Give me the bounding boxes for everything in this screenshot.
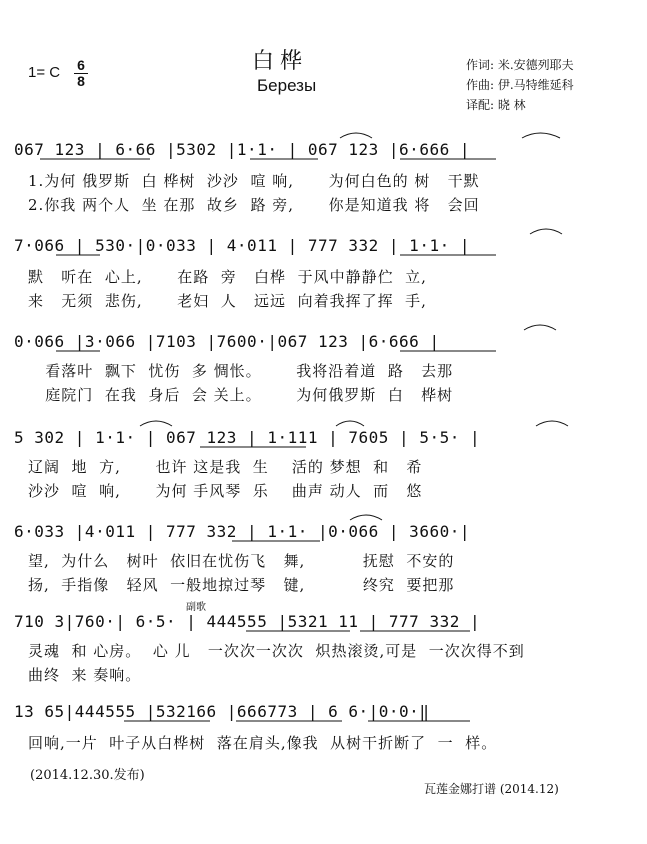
slur-mark — [536, 421, 568, 426]
lyric-line-2-verse-1: 默 听在 心上, 在路 旁 白桦 于风中静静伫 立, — [28, 268, 427, 286]
notation-line-1: 067 123 | 6·66 |5302 |1·1· | 067 123 |6·666 | — [14, 140, 470, 159]
slur-mark — [350, 515, 382, 520]
notation-line-7: 13 65|444555 |532166 |666773 | 6 6·|0·0·‖ — [14, 702, 430, 721]
lyric-line-6-verse-2: 曲终 来 奏响。 — [28, 666, 142, 684]
lyricist-credit: 作词: 米.安德列耶夫 — [466, 58, 574, 72]
notation-line-5: 6·033 |4·011 | 777 332 | 1·1· |0·066 | 3660·| — [14, 522, 470, 541]
slur-mark — [140, 421, 172, 426]
meter-denominator: 8 — [77, 73, 85, 89]
composer-credit: 作曲: 伊.马特维延科 — [466, 78, 574, 92]
notation-line-3: 0·066 |3·066 |7103 |7600·|067 123 |6·666 | — [14, 332, 440, 351]
lyric-line-1-verse-1: 1.为何 俄罗斯 白 桦树 沙沙 喧 响, 为何白色的 树 干默 — [28, 172, 480, 190]
notation-line-4: 5 302 | 1·1· | 067 123 | 1·111 | 7605 | 5·5· | — [14, 428, 481, 447]
lyric-line-5-verse-2: 扬, 手指像 轻风 一般地掠过琴 键, 终究 要把那 — [28, 576, 455, 594]
lyric-line-6-verse-1: 灵魂 和 心房。 心 儿 一次次一次次 炽热滚烫,可是 一次次得不到 — [28, 642, 525, 660]
publish-date: (2014.12.30.发布) — [30, 768, 145, 783]
meter-numerator: 6 — [74, 58, 88, 74]
key-signature: 1= C — [28, 64, 61, 81]
song-title-chinese: 白桦 — [252, 49, 309, 74]
lyric-line-3-verse-2: 庭院门 在我 身后 会 关上。 为何俄罗斯 白 桦树 — [28, 386, 454, 404]
lyric-line-5-verse-1: 望, 为什么 树叶 依旧在忧伤飞 舞, 抚慰 不安的 — [28, 552, 455, 570]
lyric-line-1-verse-2: 2.你我 两个人 坐 在那 故乡 路 旁, 你是知道我 将 会回 — [28, 196, 480, 214]
notation-line-6: 710 3|760·| 6·5· | 444555 |5321 11 | 777 332 | — [14, 612, 481, 631]
slur-mark — [530, 229, 562, 234]
song-title-russian: Березы — [257, 76, 317, 95]
lyric-line-3-verse-1: 看落叶 飘下 忧伤 多 惆怅。 我将沿着道 路 去那 — [28, 362, 454, 380]
notation-line-2: 7·066 | 530·|0·033 | 4·011 | 777 332 | 1·1· | — [14, 236, 470, 255]
chorus-label: 副歌 — [186, 602, 206, 613]
translator-credit: 译配: 晓 林 — [466, 98, 526, 112]
slur-mark — [522, 133, 560, 138]
slur-mark — [340, 133, 372, 138]
lyric-line-4-verse-1: 辽阔 地 方, 也许 这是我 生 活的 梦想 和 希 — [28, 458, 423, 476]
slur-mark — [336, 421, 364, 426]
lyric-line-2-verse-2: 来 无须 悲伤, 老妇 人 远远 向着我挥了挥 手, — [28, 292, 427, 310]
typesetter-credit: 瓦莲金娜打谱 (2014.12) — [424, 782, 559, 796]
slur-mark — [524, 325, 556, 330]
lyric-line-4-verse-2: 沙沙 喧 响, 为何 手风琴 乐 曲声 动人 而 悠 — [28, 482, 423, 500]
lyric-line-7-verse-1: 回响,一片 叶子从白桦树 落在肩头,像我 从树干折断了 一 样。 — [28, 734, 498, 752]
